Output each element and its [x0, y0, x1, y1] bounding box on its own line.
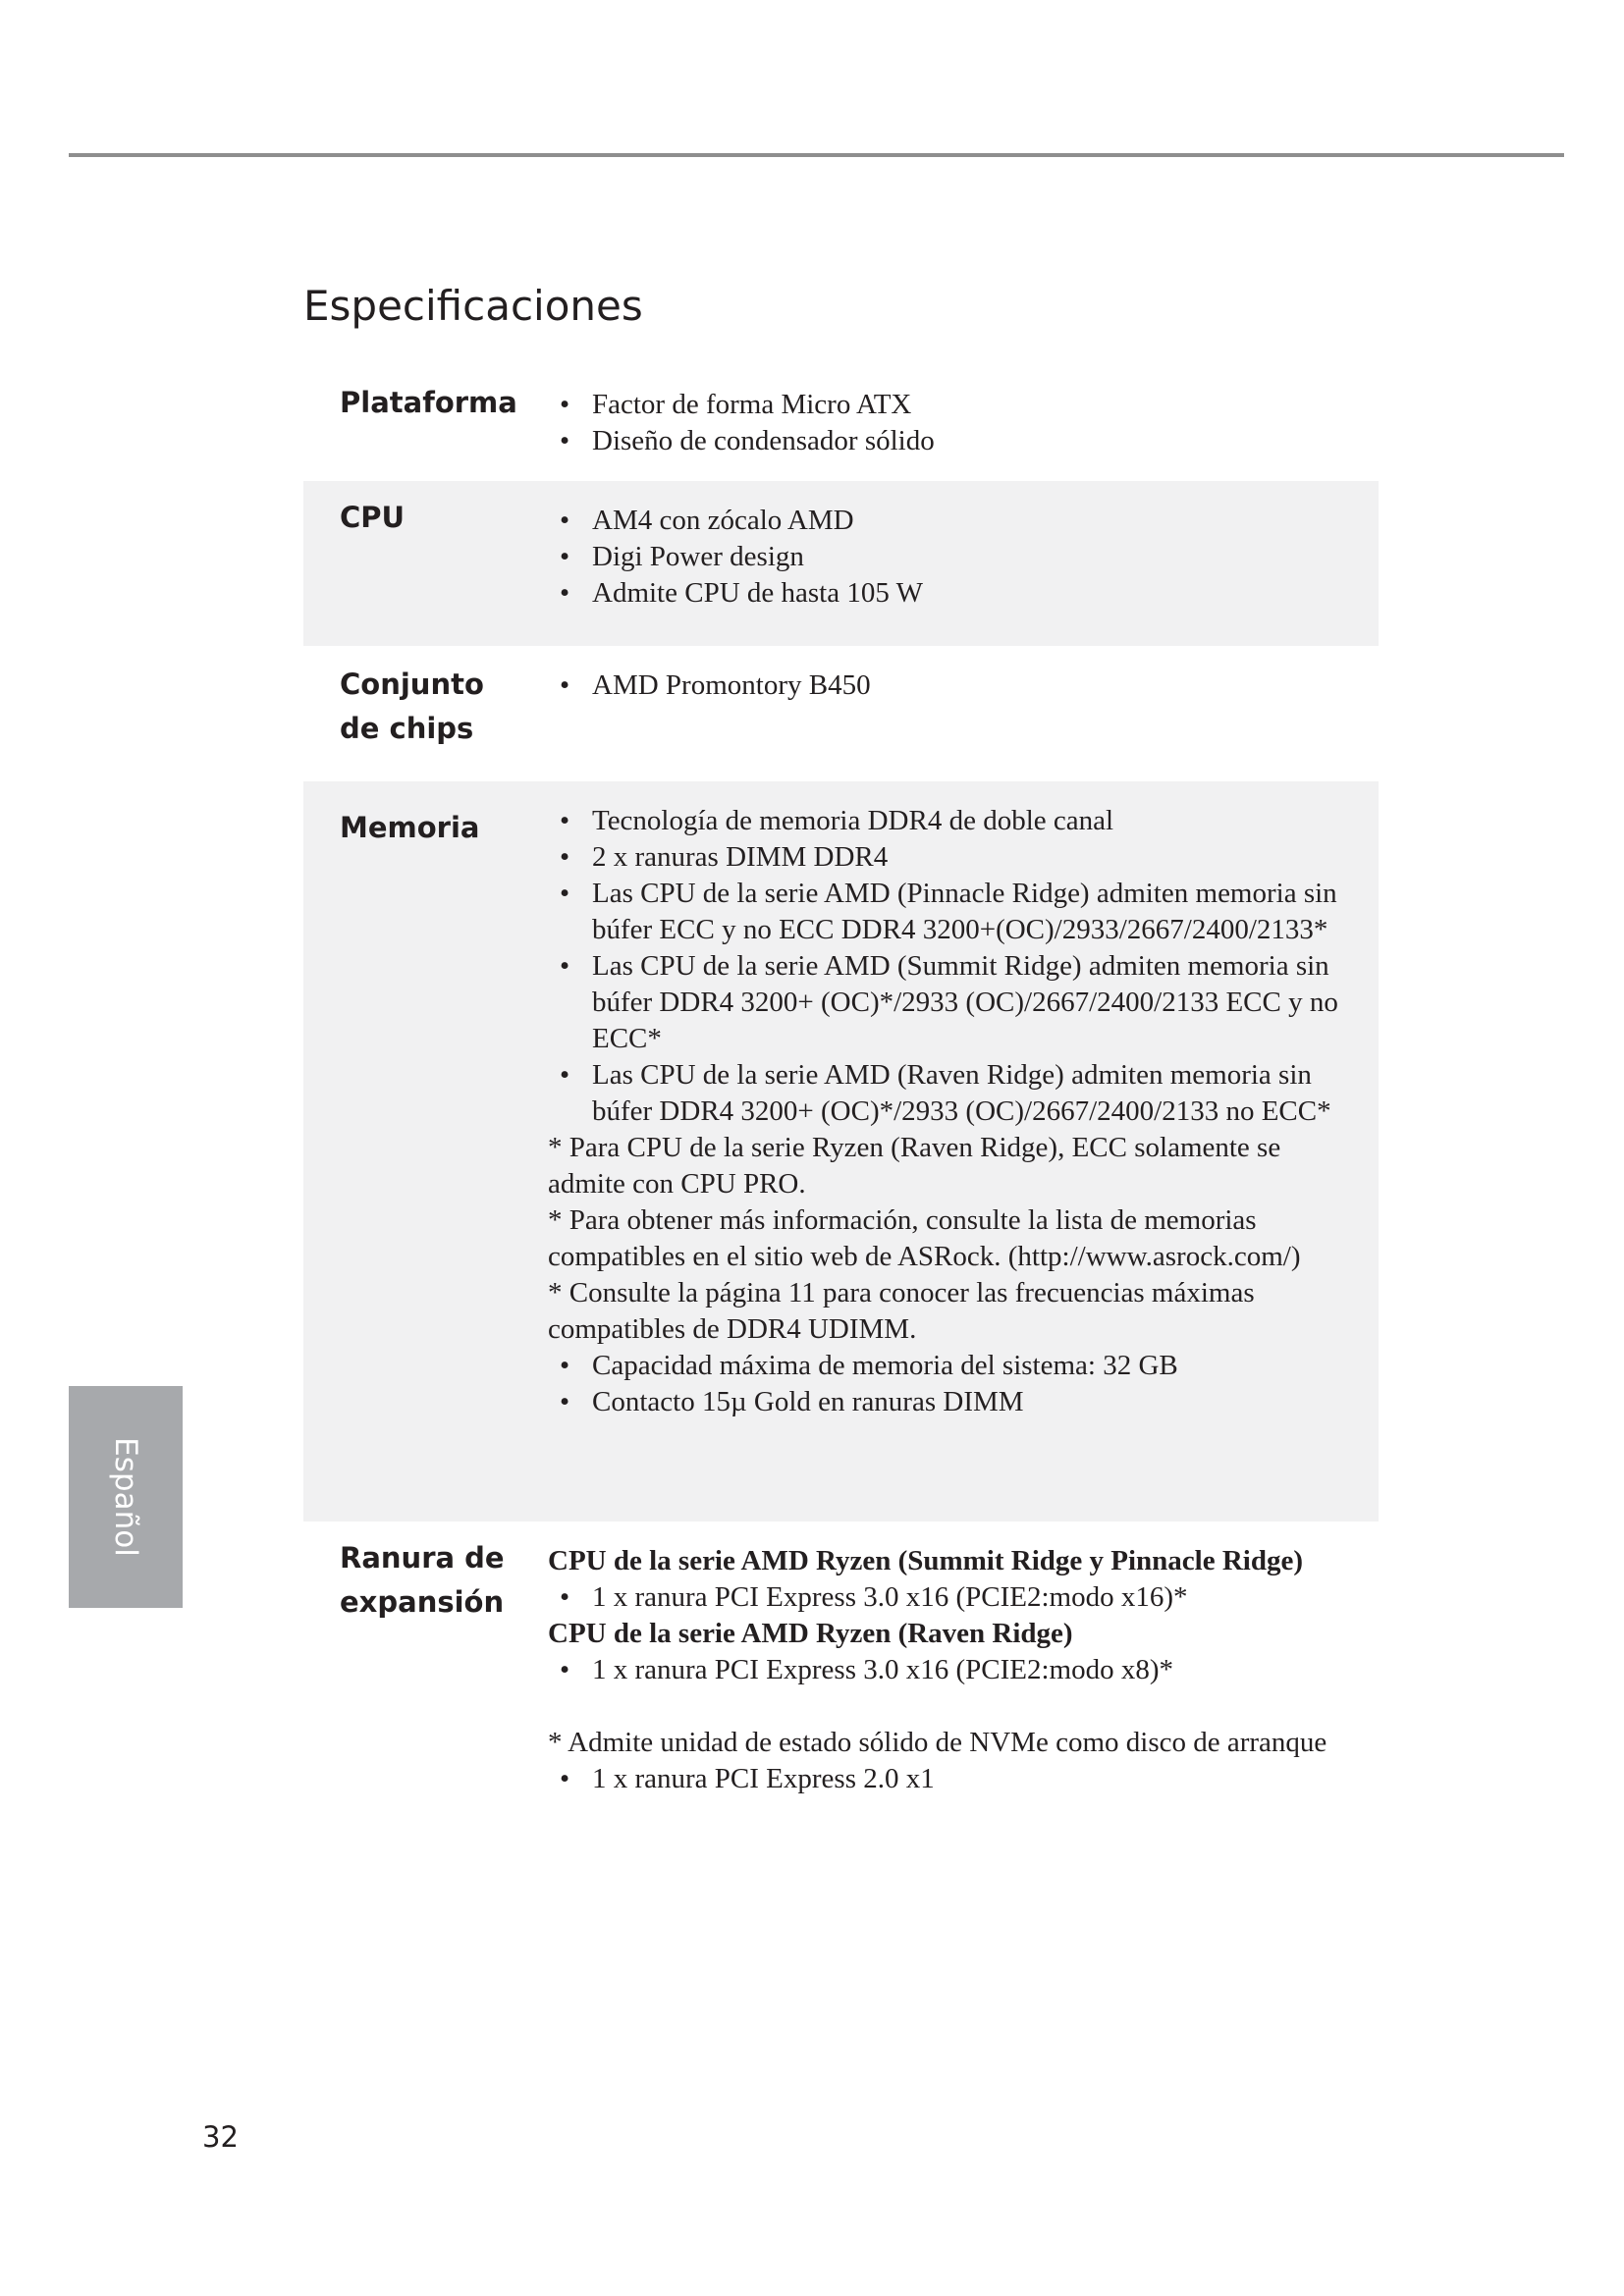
- list-item: • Contacto 15µ Gold en ranuras DIMM: [548, 1384, 1349, 1420]
- cpu-series-heading: CPU de la serie AMD Ryzen (Raven Ridge): [548, 1618, 1073, 1649]
- list-item: • 1 x ranura PCI Express 2.0 x1: [548, 1761, 1349, 1797]
- footnote: * Para CPU de la serie Ryzen (Raven Ridge), ECC solamente se admite con CPU PRO.: [548, 1132, 1281, 1200]
- spec-body: [548, 1522, 1379, 1855]
- spec-body: [548, 781, 1379, 1522]
- list-item: • AMD Promontory B450: [548, 667, 1349, 704]
- list-item: • Las CPU de la serie AMD (Pinnacle Ridge) admiten memoria sin búfer ECC y no ECC DDR4 3200+(OC)/2933/2667/2400/2133*: [548, 876, 1349, 948]
- spec-body: [548, 481, 1379, 646]
- spec-table: [303, 365, 1379, 1855]
- spec-label: Ranura de expansión: [340, 1541, 505, 1619]
- cpu-series-heading: CPU de la serie AMD Ryzen (Summit Ridge y Pinnacle Ridge): [548, 1545, 1303, 1576]
- spacer: [548, 1688, 1349, 1725]
- list-item: • Las CPU de la serie AMD (Raven Ridge) admiten memoria sin búfer DDR4 3200+ (OC)*/2933 (OC)/2667/2400/2133 no ECC*: [548, 1057, 1349, 1130]
- spec-row-cpu: [303, 481, 1379, 646]
- list-item: • 2 x ranuras DIMM DDR4: [548, 839, 1349, 876]
- spec-label: Plataforma: [340, 386, 517, 419]
- footnote: * Admite unidad de estado sólido de NVMe como disco de arranque: [548, 1727, 1327, 1758]
- page-title: Especificaciones: [303, 282, 643, 330]
- list-item: • Factor de forma Micro ATX: [548, 387, 1349, 423]
- list-item: • 1 x ranura PCI Express 3.0 x16 (PCIE2:modo x16)*: [548, 1579, 1349, 1616]
- list-item: • Capacidad máxima de memoria del sistema: 32 GB: [548, 1348, 1349, 1384]
- language-label: Español: [108, 1437, 143, 1557]
- spec-body: [548, 646, 1379, 781]
- list-item: • Tecnología de memoria DDR4 de doble canal: [548, 803, 1349, 839]
- page-number: 32: [202, 2120, 239, 2154]
- header-rule: [69, 153, 1564, 157]
- spec-row-memoria: [303, 781, 1379, 1522]
- list-item: • 1 x ranura PCI Express 3.0 x16 (PCIE2:modo x8)*: [548, 1652, 1349, 1688]
- list-item: • Admite CPU de hasta 105 W: [548, 575, 1349, 612]
- list-item: • Diseño de condensador sólido: [548, 423, 1349, 459]
- list-item: • Las CPU de la serie AMD (Summit Ridge) admiten memoria sin búfer DDR4 3200+ (OC)*/2933 (OC)/2667/2400/2133 ECC y no ECC*: [548, 948, 1349, 1057]
- list-item: • AM4 con zócalo AMD: [548, 503, 1349, 539]
- footnote: * Para obtener más información, consulte la lista de memorias compatibles en el sitio web de ASRock. (http://www.asrock.com/): [548, 1204, 1301, 1272]
- spec-body: [548, 365, 1379, 481]
- language-side-tab: [69, 1386, 183, 1608]
- footnote: * Consulte la página 11 para conocer las frecuencias máximas compatibles de DDR4 UDIMM.: [548, 1277, 1255, 1345]
- spec-label: CPU: [340, 501, 406, 534]
- spec-label: Conjunto de chips: [340, 667, 484, 745]
- list-item: • Digi Power design: [548, 539, 1349, 575]
- spec-row-plataforma: [303, 365, 1379, 481]
- spec-label: Memoria: [340, 811, 480, 844]
- spec-row-expansion: [303, 1522, 1379, 1855]
- spec-row-chipset: [303, 646, 1379, 781]
